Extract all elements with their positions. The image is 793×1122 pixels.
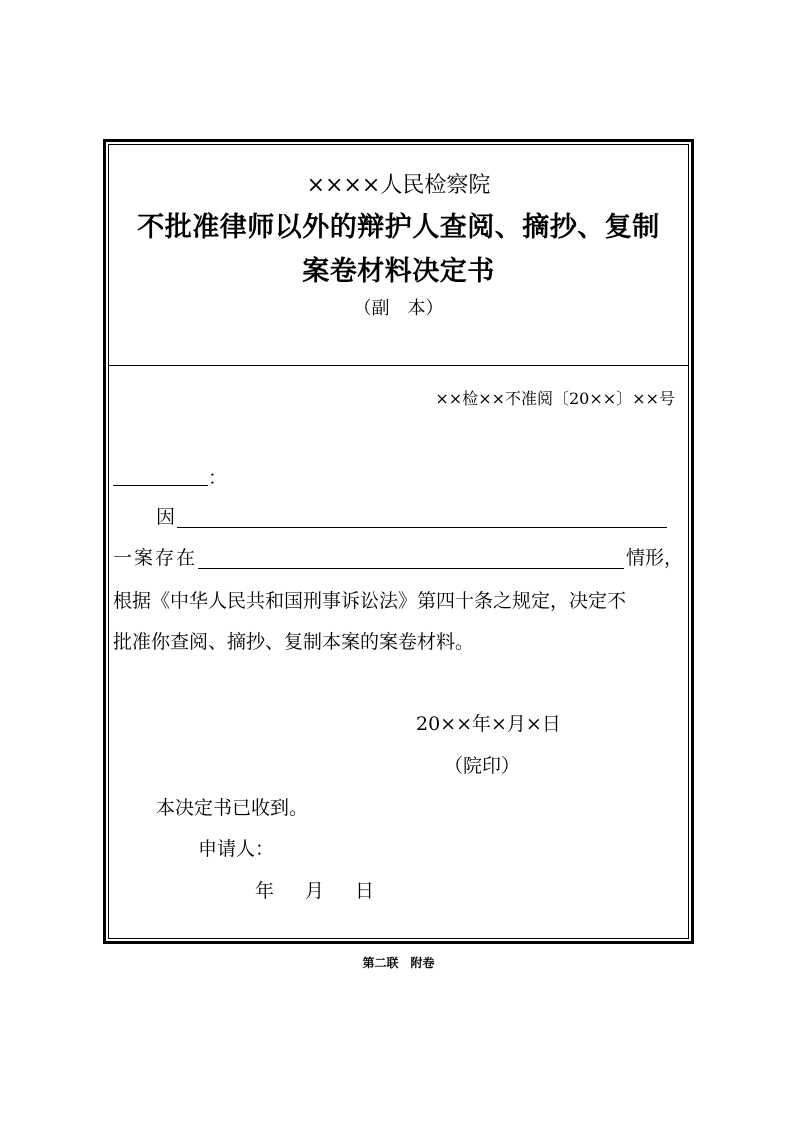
organization-name: ××××人民检察院 — [306, 173, 491, 198]
recipient-blank — [113, 485, 208, 486]
legal-basis-line-2: 批准你查阅、摘抄、复制本案的案卷材料。 — [113, 631, 475, 653]
receipt-date-placeholder: 年 月 日 — [255, 880, 381, 902]
court-seal-label: （院印） — [444, 755, 521, 777]
document-number: ××检××不准阅〔20××〕××号 — [435, 389, 675, 408]
footer-copy-label: 第二联 附卷 — [362, 956, 435, 970]
legal-basis-line-1: 根据《中华人民共和国刑事诉讼法》第四十条之规定，决定不 — [113, 590, 627, 612]
reason-blank — [177, 527, 667, 528]
document-title-line-1: 不批准律师以外的辩护人查阅、摘抄、复制 — [137, 212, 660, 243]
circumstance-blank — [198, 568, 624, 569]
decision-date: 20××年×月×日 — [416, 713, 561, 735]
document-title-line-2: 案卷材料决定书 — [302, 256, 495, 287]
case-prefix: 一案存在 — [113, 547, 198, 569]
because-label: 因 — [156, 506, 176, 528]
receipt-acknowledgement: 本决定书已收到。 — [156, 797, 309, 819]
copy-label: （副 本） — [353, 298, 444, 319]
applicant-label: 申请人： — [198, 838, 275, 860]
recipient-colon: ： — [208, 467, 228, 489]
case-suffix: 情形， — [626, 547, 684, 569]
header-divider — [108, 365, 689, 366]
